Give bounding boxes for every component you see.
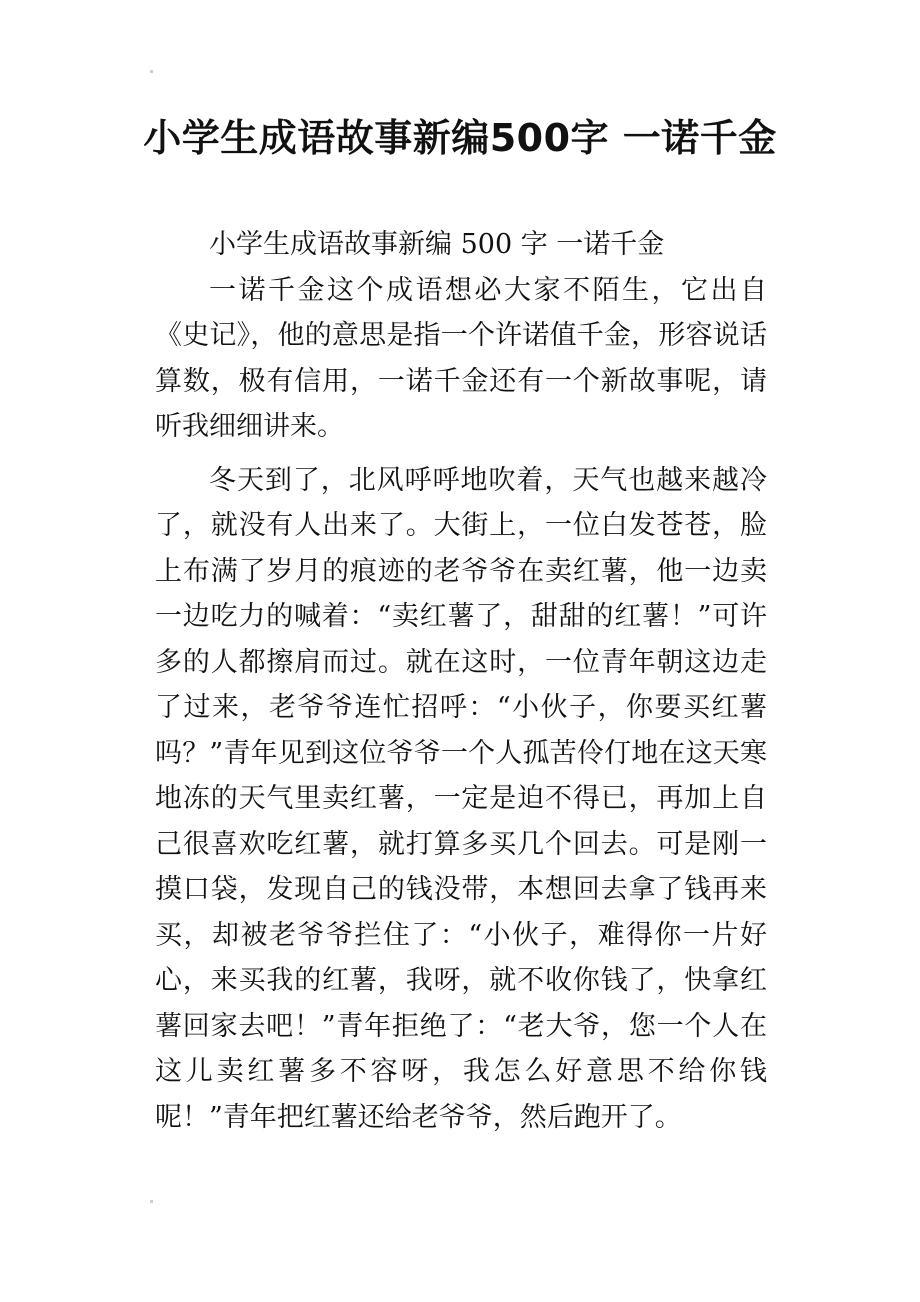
- paragraph: 冬天到了，北风呼呼地吹着，天气也越来越冷了，就没有人出来了。大街上，一位白发苍苍，脸上布满了岁月的痕迹的老爷爷在卖红薯，他一边卖一边吃力的喊着：“卖红薯了，甜甜的红薯！”可许多的人都擦肩而过。就在这时，一位青年朝这边走了过来，老爷爷连忙招呼：“小伙子，你要买红薯吗？”青年见到这位爷爷一个人孤苦伶仃地在这天寒地冻的天气里卖红薯，一定是迫不得已，再加上自己很喜欢吃红薯，就打算多买几个回去。可是刚一摸口袋，发现自己的钱没带，本想回去拿了钱再来买，却被老爷爷拦住了：“小伙子，难得你一片好心，来买我的红薯，我呀，就不收你钱了，快拿红薯回家去吧！”青年拒绝了：“老大爷，您一个人在这儿卖红薯多不容呀，我怎么好意思不给你钱呢！”青年把红薯还给老爷爷，然后跑开了。: [155, 464, 767, 1133]
- page-title: 小学生成语故事新编500字 一诺千金: [143, 116, 777, 160]
- corner-mark: [150, 70, 153, 73]
- paragraph: 一诺千金这个成语想必大家不陌生，它出自《史记》，他的意思是指一个许诺值千金，形容说话算数，极有信用，一诺千金还有一个新故事呢，请听我细细讲来。: [155, 274, 767, 442]
- subtitle-line: 小学生成语故事新编 500 字 一诺千金: [209, 229, 665, 260]
- article-body: [155, 222, 767, 1140]
- corner-mark: [150, 1200, 153, 1203]
